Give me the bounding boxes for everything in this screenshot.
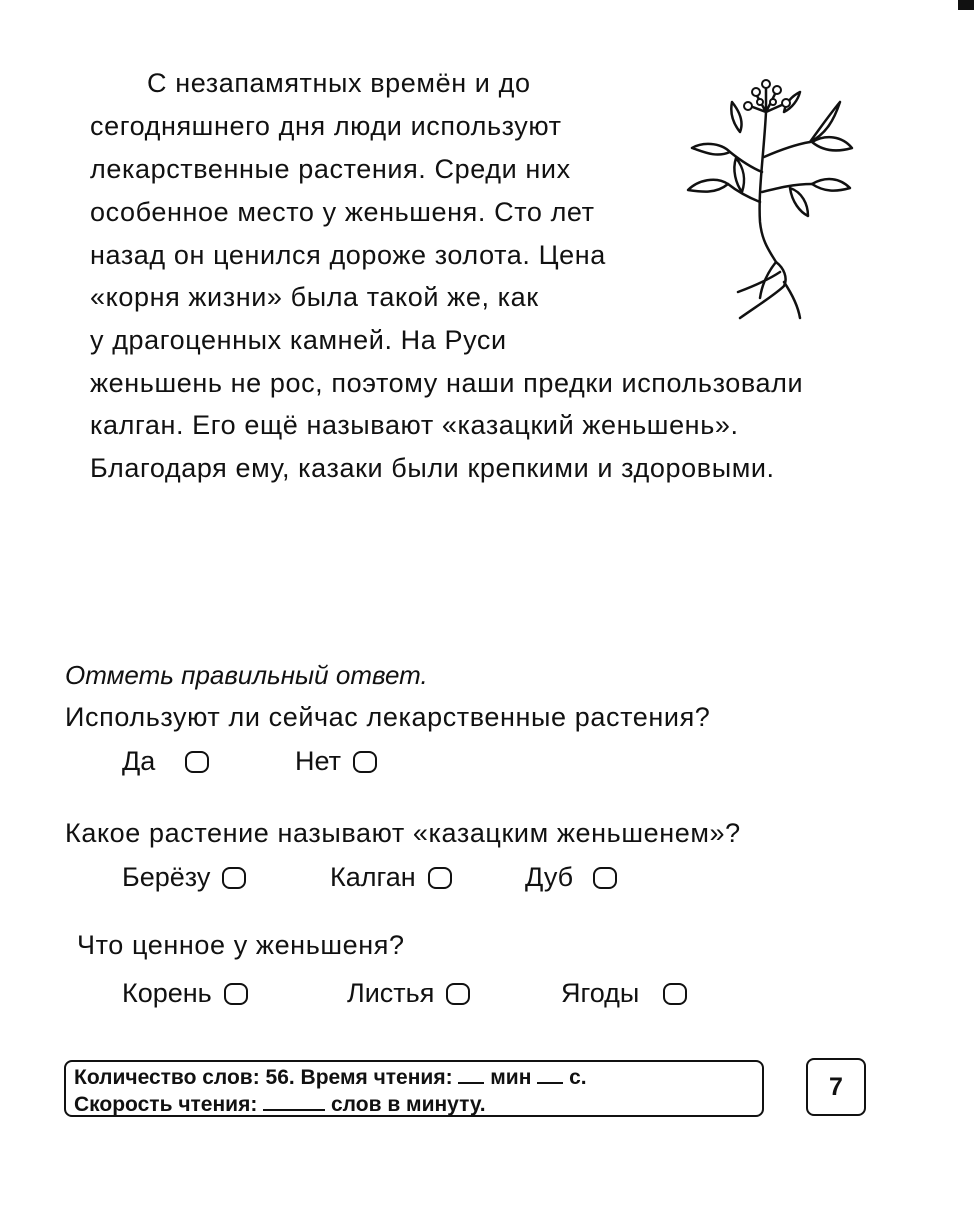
speed-unit: слов в минуту. (331, 1093, 486, 1116)
option-kalgan[interactable] (330, 862, 452, 893)
reading-stats-box (64, 1060, 764, 1117)
answer-checkbox[interactable] (663, 983, 687, 1005)
minutes-blank[interactable] (458, 1064, 484, 1084)
answer-checkbox[interactable] (593, 867, 617, 889)
option-beryozu[interactable] (122, 862, 246, 893)
speed-label: Скорость чтения: (74, 1093, 258, 1116)
ginseng-plant-icon (680, 72, 870, 324)
reading-time-line (74, 1064, 762, 1091)
seconds-blank[interactable] (537, 1064, 563, 1084)
option-dub[interactable] (525, 862, 617, 893)
option-yagody[interactable] (561, 978, 687, 1009)
story-line: лекарственные растения. Среди них (90, 154, 571, 184)
answer-checkbox[interactable] (224, 983, 248, 1005)
page-number: 7 (806, 1058, 866, 1116)
story-line: у драгоценных камней. На Руси (90, 325, 507, 355)
story-line: женьшень не рос, поэтому наши предки использовали (90, 368, 804, 398)
story-line: сегодняшнего дня люди используют (90, 111, 562, 141)
speed-blank[interactable] (263, 1091, 325, 1111)
answer-checkbox[interactable] (222, 867, 246, 889)
option-label: Нет (295, 746, 341, 776)
option-da[interactable] (122, 746, 209, 777)
story-line: назад он ценился дороже золота. Цена (90, 240, 606, 270)
option-label: Берёзу (122, 862, 211, 892)
reading-speed-line (74, 1091, 762, 1118)
option-listya[interactable] (347, 978, 470, 1009)
option-label: Калган (330, 862, 416, 892)
story-line: калган. Его ещё называют «казацкий женьшень». (90, 410, 739, 440)
option-label: Корень (122, 978, 212, 1008)
answer-checkbox[interactable] (428, 867, 452, 889)
question-1: Используют ли сейчас лекарственные растения? (65, 702, 711, 732)
answer-checkbox[interactable] (185, 751, 209, 773)
word-count-label: Количество слов: 56. Время чтения: (74, 1066, 453, 1089)
option-label: Ягоды (561, 978, 640, 1008)
option-net[interactable] (295, 746, 377, 777)
option-koren[interactable] (122, 978, 248, 1009)
option-label: Листья (347, 978, 435, 1008)
option-label: Дуб (525, 862, 574, 892)
min-label: мин (490, 1066, 532, 1089)
option-label: Да (122, 746, 156, 776)
answer-checkbox[interactable] (446, 983, 470, 1005)
story-line: «корня жизни» была такой же, как (90, 282, 539, 312)
story-line: особенное место у женьшеня. Сто лет (90, 197, 595, 227)
corner-mark (958, 0, 974, 10)
story-line: С незапамятных времён и до (147, 68, 531, 98)
instruction: Отметь правильный ответ. (65, 660, 428, 690)
answer-checkbox[interactable] (353, 751, 377, 773)
story-line: Благодаря ему, казаки были крепкими и здоровыми. (90, 453, 775, 483)
question-3: Что ценное у женьшеня? (77, 930, 405, 960)
question-2: Какое растение называют «казацким женьшенем»? (65, 818, 741, 848)
sec-label: с. (569, 1066, 587, 1089)
